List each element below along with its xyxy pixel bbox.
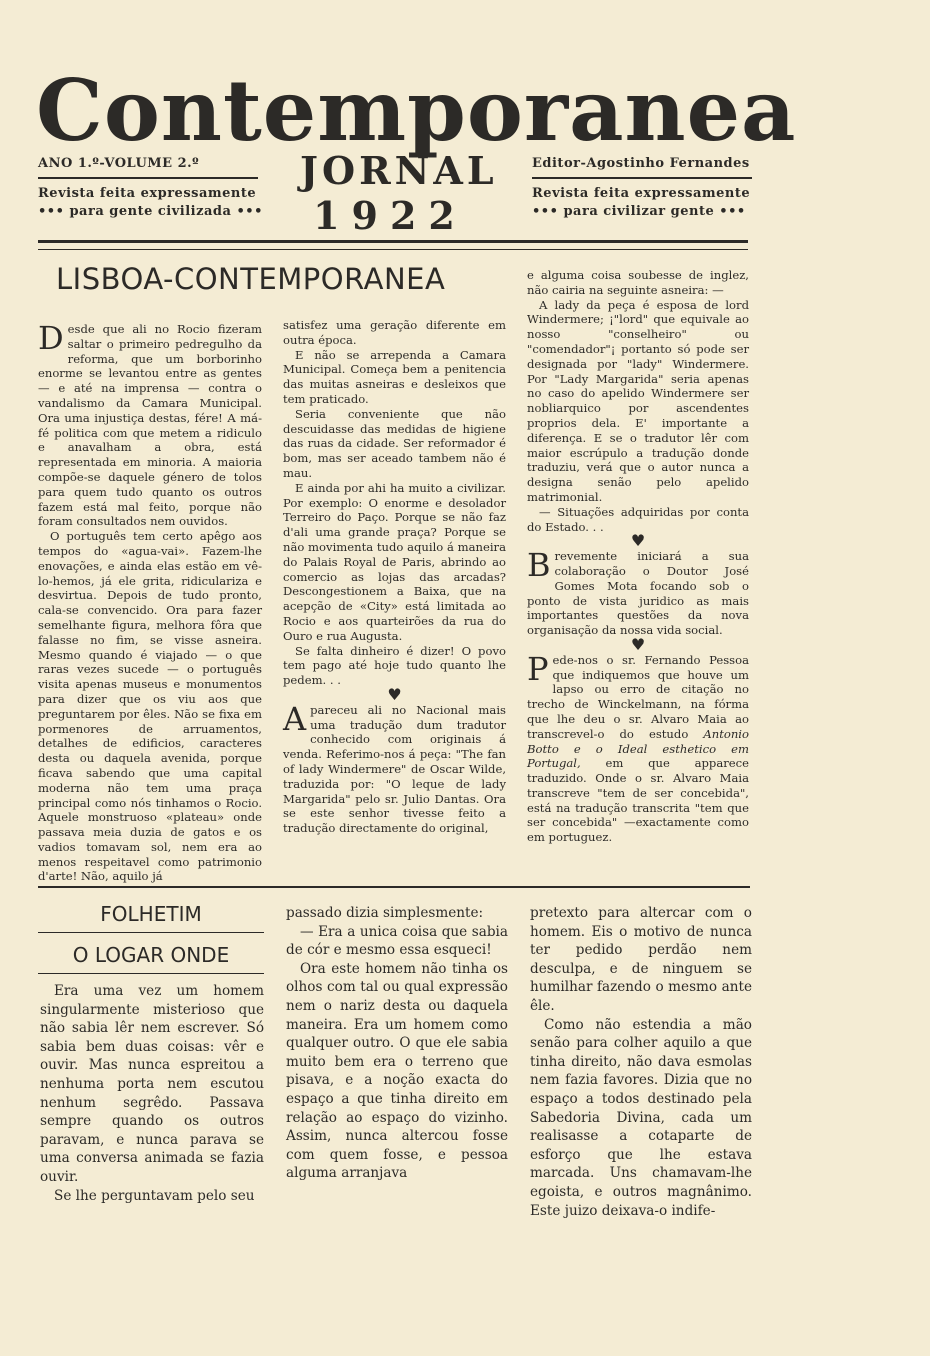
year-label: 1922 xyxy=(313,193,467,238)
paragraph: — Era a unica coisa que sabia de cór e mesmo essa esqueci! xyxy=(286,923,508,959)
ornament-icon: ♥ xyxy=(630,634,646,654)
paragraph: A lady da peça é esposa de lord Windermere; ¡"lord" que equivale ao nosso "conselheiro" ou "comendador"¡ portanto só pode ser designada por "lady" Windermere. Por "Lady Margarida" seria apenas no caso do apelido Windermere ser nobliarquico por ascendentes proprios dela. E' importante a diferença. E se o tradutor lêr com maior escrúpulo a tradução donde traduziu, verá que o autor nunca a designa senão pelo apelido matrimonial. xyxy=(527,297,749,504)
paragraph: Pede-nos o sr. Fernando Pessoa que indiquemos que houve um lapso ou erro de citação no trecho de Winckelmann, na fórma que lhe deu o sr. Alvaro Maia ao transcrevel-o do estudo Antonio Botto e o Ideal esthetico em Portugal, em que apparece traduzido. Onde o sr. Alvaro Maia transcreve "tem de ser concebida", está na tradução transcrita "tem que ser concebida" —exactamente como em portuguez. xyxy=(527,649,749,845)
folhetim-column-3 xyxy=(530,904,752,1220)
tagline-right-2: ••• para civilizar gente ••• xyxy=(532,204,746,219)
paragraph: — Situações adquiridas por conta do Estado. . . xyxy=(527,504,749,534)
masthead-title: Contemporanea xyxy=(36,61,797,160)
paragraph: Desde que ali no Rocio fizeram saltar o primeiro pedregulho da reforma, que um borborinho enorme se levantou entre as gentes — e até na imprensa — contra o vandalismo da Camara Municipal. Ora uma injustiça destas, fére! A má-fé politica com que metem a ridiculo e anavalham a obra, está representada em minoria. A maioria compõe-se daquele género de tolos para quem tudo quanto os outros fazem está mal feito, porque não foram consultados nem ouvidos. xyxy=(38,319,262,529)
paragraph: Ora este homem não tinha os olhos com tal ou qual expressão nem o nariz desta ou daquela maneira. Era um homem como qualquer outro. O que ele sabia muito bem era o terreno que pisava, e a noção exacta do espaço a que tinha direito em relação ao espaço do vizinho. Assim, nunca altercou fosse com quem fosse, e pessoa alguma arranjava xyxy=(286,960,508,1182)
paragraph: Seria conveniente que não descuidasse das medidas de higiene das ruas da cidade. Ser reformador é bom, mas ser aceado tambem não é mau. xyxy=(283,406,506,480)
paragraph: E não se arrependa a Camara Municipal. Começa bem a penitencia das muitas asneiras e desleixos que tem praticado. xyxy=(283,347,506,406)
drop-cap: A xyxy=(283,699,307,738)
drop-cap: B xyxy=(527,546,551,585)
tagline-right-1: Revista feita expressamente xyxy=(532,186,751,201)
paragraph: Era uma vez um homem singularmente misterioso que não sabia lêr nem escrever. Só sabia bem duas coisas: vêr e ouvir. Mas nunca espreitou a nenhuma porta nem escutou nenhum segrêdo. Passava sempre quando os outros paravam, e nunca parava se uma conversa animada se fazia ouvir. xyxy=(40,983,264,1185)
jornal-label: JORNAL xyxy=(300,148,498,193)
folhetim-column-2 xyxy=(286,904,508,1183)
volume-label: ANO 1.º-VOLUME 2.º xyxy=(38,156,258,179)
folhetim-title: O LOGAR ONDE xyxy=(72,943,230,967)
italic-citation: Antonio Botto e o Ideal esthetico em Portugal, xyxy=(527,726,749,771)
folhetim-header: FOLHETIM xyxy=(38,900,264,933)
editor-label: Editor-Agostinho Fernandes xyxy=(532,156,752,179)
paragraph: O português tem certo apêgo aos tempos do «agua-vai». Fazem-lhe enovações, e ainda elas estão em vê-lo-hemos, já ele grita, ridiculariza e desvirtua. Depois de tudo pronto, cala-se convencido. Ora para fazer semelhante figura, melhora fôra que falasse no fim, se visse asneira. Mesmo quando é viajado — o que raras vezes sucede — o português visita apenas museus e monumentos para dizer que os viu aos que preguntarem por êles. Não se fixa em pormenores de arruamentos, detalhes de edificios, caracteres desta ou daquela avenida, porque ficava sabendo que uma capital moderna não tem uma praça principal como nós tinhamos o Rocio. Aquele monstruoso «plateau» onde passava meia duzia de gatos e os vadios tomavam sol, nem era ao menos respeitavel como patrimonio d'arte! Não, aquilo já xyxy=(38,529,262,884)
masthead-left-info xyxy=(38,156,263,221)
article-column-1 xyxy=(38,319,262,884)
paragraph: passado dizia simplesmente: xyxy=(286,905,484,921)
paragraph: e alguma coisa soubesse de inglez, não cairia na seguinte asneira: — xyxy=(527,268,749,297)
paragraph: Se lhe perguntavam pelo seu xyxy=(54,1187,255,1204)
article-title: LISBOA-CONTEMPORANEA xyxy=(56,262,446,296)
article-column-3 xyxy=(527,268,749,845)
section-divider xyxy=(38,886,750,888)
ornament-icon: ♥ xyxy=(630,531,646,551)
folhetim-column-1 xyxy=(40,982,264,1205)
ornament-icon: ♥ xyxy=(387,684,402,704)
paragraph: Apareceu ali no Nacional mais uma tradução dum tradutor conhecido com originais á venda. Referimo-nos á peça: "The fan of lady Windermere" de Oscar Wilde, traduzida por: "O leque de lady Margarida" pelo sr. Julio Dantas. Ora se este senhor tivesse feito a tradução directamente do original, xyxy=(283,699,506,836)
masthead-divider xyxy=(38,240,748,250)
drop-cap: P xyxy=(527,649,549,688)
paragraph: pretexto para altercar com o homem. Eis o motivo de nunca ter pedido perdão nem desculpa, e de ninguem se humilhar fazendo o mesmo ante êle. xyxy=(530,905,752,1014)
paragraph: satisfez uma geração diferente em outra época. xyxy=(283,318,506,347)
folhetim-header-box xyxy=(38,900,264,974)
tagline-left-2: ••• para gente civilizada ••• xyxy=(38,204,263,219)
masthead-right-info xyxy=(532,156,752,221)
tagline-left-1: Revista feita expressamente xyxy=(38,186,257,201)
paragraph: E ainda por ahi ha muito a civilizar. Por exemplo: O enorme e desolador Terreiro do Paço. Porque se não faz d'ali uma grande praça? Porque se não movimenta tudo aquilo á maneira do Palais Royal de Paris, abrindo ao comercio as lojas das arcadas? Descongestionem a Baixa, que na acepção de «City» está limitada ao Rocio e aos quarteirões da rua do Ouro e rua Augusta. xyxy=(283,480,506,643)
paragraph: Como não estendia a mão senão para colher aquilo a que tinha direito, não dava esmolas nem fazia favores. Dizia que no espaço a todos destinado pela Sabedoria Divina, cada um realisasse a cotaparte de esforço que lhe estava marcada. Uns chamavam-lhe egoista, e outros magnânimo. Este juizo deixava-o indife- xyxy=(530,1016,752,1219)
paragraph: Brevemente iniciará a sua colaboração o Doutor José Gomes Mota focando sob o ponto de vista juridico as mais importantes questões da nova organisação da nossa vida social. xyxy=(527,546,749,638)
paragraph: Se falta dinheiro é dizer! O povo tem pago até hoje tudo quanto lhe pedem. . . xyxy=(283,643,506,688)
drop-cap: D xyxy=(38,319,64,357)
article-column-2 xyxy=(283,318,506,836)
masthead-center xyxy=(300,148,498,238)
